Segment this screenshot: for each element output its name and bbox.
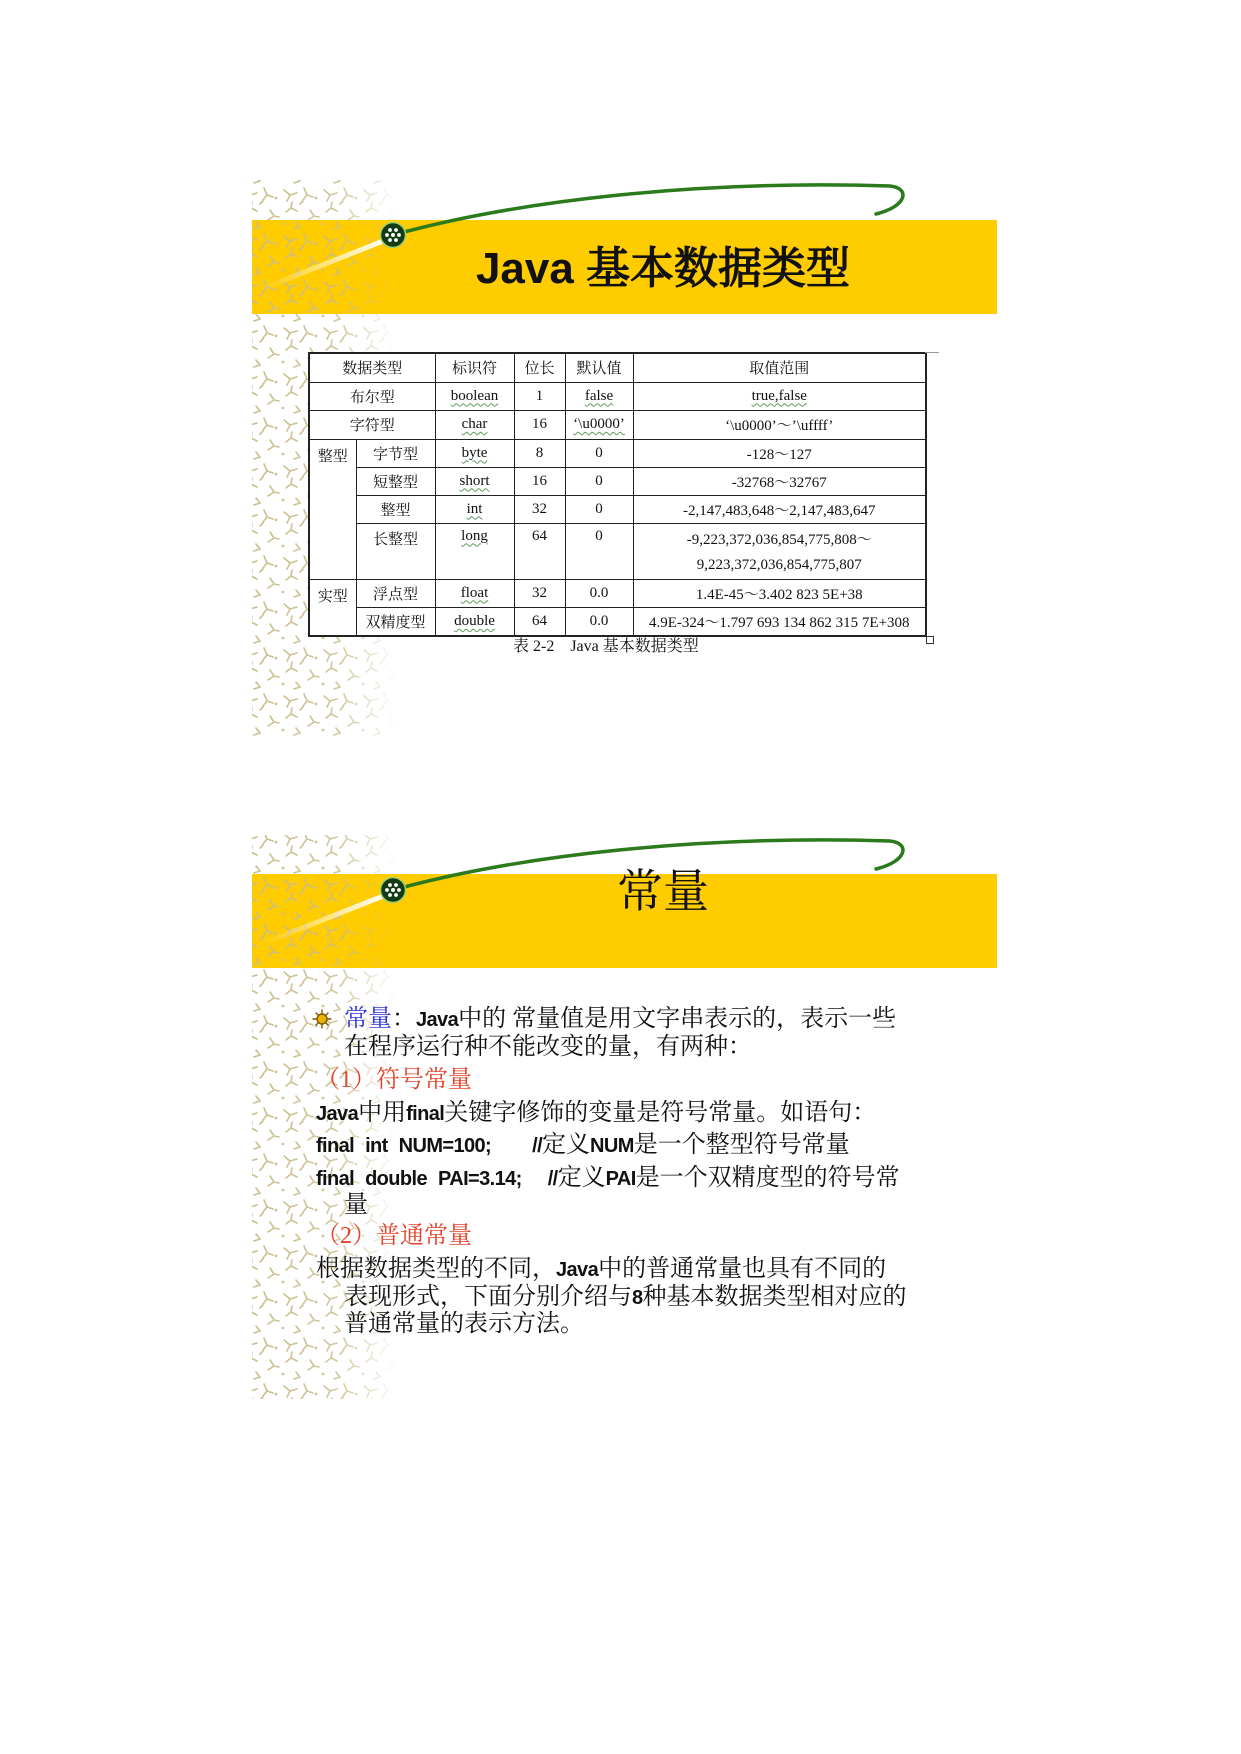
table-resize-handle: [926, 636, 934, 644]
body-line: [316, 1099, 876, 1128]
cell-type: 布尔型: [309, 382, 435, 410]
cell-type: 整型: [356, 495, 435, 523]
header-value-range: 取值范围: [633, 353, 926, 382]
cell-group-real: 实型: [309, 579, 356, 636]
cell-range: -2,147,483,648～2,147,483,647: [633, 495, 926, 523]
default-text: false: [584, 387, 614, 404]
table-row: [309, 607, 926, 636]
body-line: [344, 1283, 907, 1312]
cell-default: 0: [565, 495, 633, 523]
cell-identifier: [435, 523, 514, 579]
body-line: [344, 1033, 752, 1061]
body-text: 中用: [358, 1100, 407, 1126]
body-text: 种基本数据类型相对应的: [642, 1284, 907, 1310]
section-heading-text: （2）普通常量: [316, 1223, 472, 1249]
table-caption: 表 2-2 Java 基本数据类型: [513, 638, 699, 655]
cell-range: -128～127: [633, 439, 926, 467]
table-header-row: [309, 353, 926, 382]
code-line: [316, 1164, 900, 1193]
range-text-line1: -9,223,372,036,854,775,808～: [686, 531, 872, 548]
cell-default: 0: [565, 467, 633, 495]
cell-bits: 16: [514, 467, 565, 495]
identifier-text: boolean: [450, 387, 499, 404]
header-data-type: 数据类型: [309, 353, 435, 382]
body-text: 是一个整型符号常量: [633, 1132, 850, 1158]
body-code: Java: [556, 1259, 599, 1281]
cell-bits: 64: [514, 523, 565, 579]
slide2-title: 常量: [617, 866, 709, 917]
cell-identifier: [435, 579, 514, 607]
cell-bits: 32: [514, 495, 565, 523]
body-text: 表现形式，下面分别介绍与: [344, 1284, 632, 1310]
table-edge-mark: [925, 352, 939, 353]
cell-group-integer: 整型: [309, 439, 356, 579]
cell-type: 字节型: [356, 439, 435, 467]
cell-default: 0.0: [565, 579, 633, 607]
data-types-table: [308, 352, 927, 637]
cell-default: 0: [565, 439, 633, 467]
body-code: final int NUM=100;: [316, 1135, 492, 1157]
range-text: true,false: [751, 387, 807, 404]
cell-type: 双精度型: [356, 607, 435, 636]
cell-bits: 32: [514, 579, 565, 607]
body-text: 在程序运行种不能改变的量，有两种：: [344, 1034, 752, 1060]
cell-identifier: [435, 467, 514, 495]
header-identifier: 标识符: [435, 353, 514, 382]
comment-marker: //: [547, 1168, 558, 1190]
cell-type: 字符型: [309, 410, 435, 439]
cell-type: 短整型: [356, 467, 435, 495]
table-row: [309, 439, 926, 467]
body-text: ：: [392, 1006, 416, 1032]
body-text: 量: [344, 1192, 368, 1218]
identifier-text: long: [461, 527, 488, 544]
cell-bits: 64: [514, 607, 565, 636]
body-code: final double PAI=3.14;: [316, 1168, 522, 1190]
table-row: [309, 495, 926, 523]
cell-bits: 8: [514, 439, 565, 467]
body-line: [316, 1255, 886, 1284]
cell-identifier: [435, 410, 514, 439]
term-label: 常量: [344, 1006, 392, 1032]
section-heading: [316, 1222, 472, 1250]
body-text: 定义: [542, 1132, 591, 1158]
code-line: [316, 1131, 850, 1160]
body-text: 根据数据类型的不同，: [316, 1256, 556, 1282]
body-text: 中的普通常量也具有不同的: [598, 1256, 887, 1282]
identifier-text: int: [466, 500, 483, 517]
body-code: 8: [632, 1287, 643, 1309]
cell-default: [565, 382, 633, 410]
identifier-text: float: [460, 584, 489, 601]
cell-range: 1.4E-45～3.402 823 5E+38: [633, 579, 926, 607]
identifier-text: byte: [461, 444, 488, 461]
cell-range: [633, 382, 926, 410]
range-text-line2: 9,223,372,036,854,775,807: [696, 556, 862, 573]
table-row: [309, 579, 926, 607]
body-code: Java: [416, 1009, 459, 1031]
body-text: 是一个双精度型的符号常: [635, 1165, 900, 1191]
header-default-value: 默认值: [565, 353, 633, 382]
cell-identifier: [435, 439, 514, 467]
cell-range: 4.9E-324～1.797 693 134 862 315 7E+308: [633, 607, 926, 636]
cell-range: [633, 523, 926, 579]
cell-default: 0.0: [565, 607, 633, 636]
bullet-icon: [313, 1010, 331, 1028]
table-row: [309, 382, 926, 410]
cell-default: 0: [565, 523, 633, 579]
identifier-text: char: [461, 416, 488, 432]
body-line: [344, 1310, 584, 1338]
body-code: Java: [316, 1103, 359, 1125]
cell-default: [565, 410, 633, 439]
cell-range: -32768～32767: [633, 467, 926, 495]
body-text: 定义: [557, 1165, 606, 1191]
identifier-text: short: [459, 472, 490, 489]
section-heading-text: （1）符号常量: [316, 1067, 472, 1093]
cell-bits: 16: [514, 410, 565, 439]
comment-marker: //: [532, 1135, 543, 1157]
table-row: [309, 410, 926, 439]
cell-range: ‘\u0000’～’\uffff’: [633, 410, 926, 439]
section-heading: [316, 1066, 472, 1094]
identifier-text: double: [454, 612, 495, 629]
body-code: PAI: [605, 1168, 636, 1190]
table-row: [309, 523, 926, 579]
body-text: 关键字修饰的变量是符号常量。如语句：: [444, 1100, 877, 1126]
cell-type: 浮点型: [356, 579, 435, 607]
default-text: ‘\u0000’: [573, 416, 625, 432]
body-line: [344, 1005, 896, 1034]
cell-identifier: [435, 607, 514, 636]
cell-identifier: [435, 495, 514, 523]
cell-bits: 1: [514, 382, 565, 410]
body-code: NUM: [590, 1135, 634, 1157]
body-text: 中的 常量值是用文字串表示的，表示一些: [458, 1006, 897, 1032]
slide1-title: Java 基本数据类型: [475, 244, 851, 293]
body-line: [344, 1191, 368, 1219]
body-code: final: [406, 1103, 445, 1125]
cell-identifier: [435, 382, 514, 410]
header-bit-length: 位长: [514, 353, 565, 382]
cell-type: 长整型: [356, 523, 435, 579]
body-text: 普通常量的表示方法。: [344, 1311, 584, 1337]
table-row: [309, 467, 926, 495]
